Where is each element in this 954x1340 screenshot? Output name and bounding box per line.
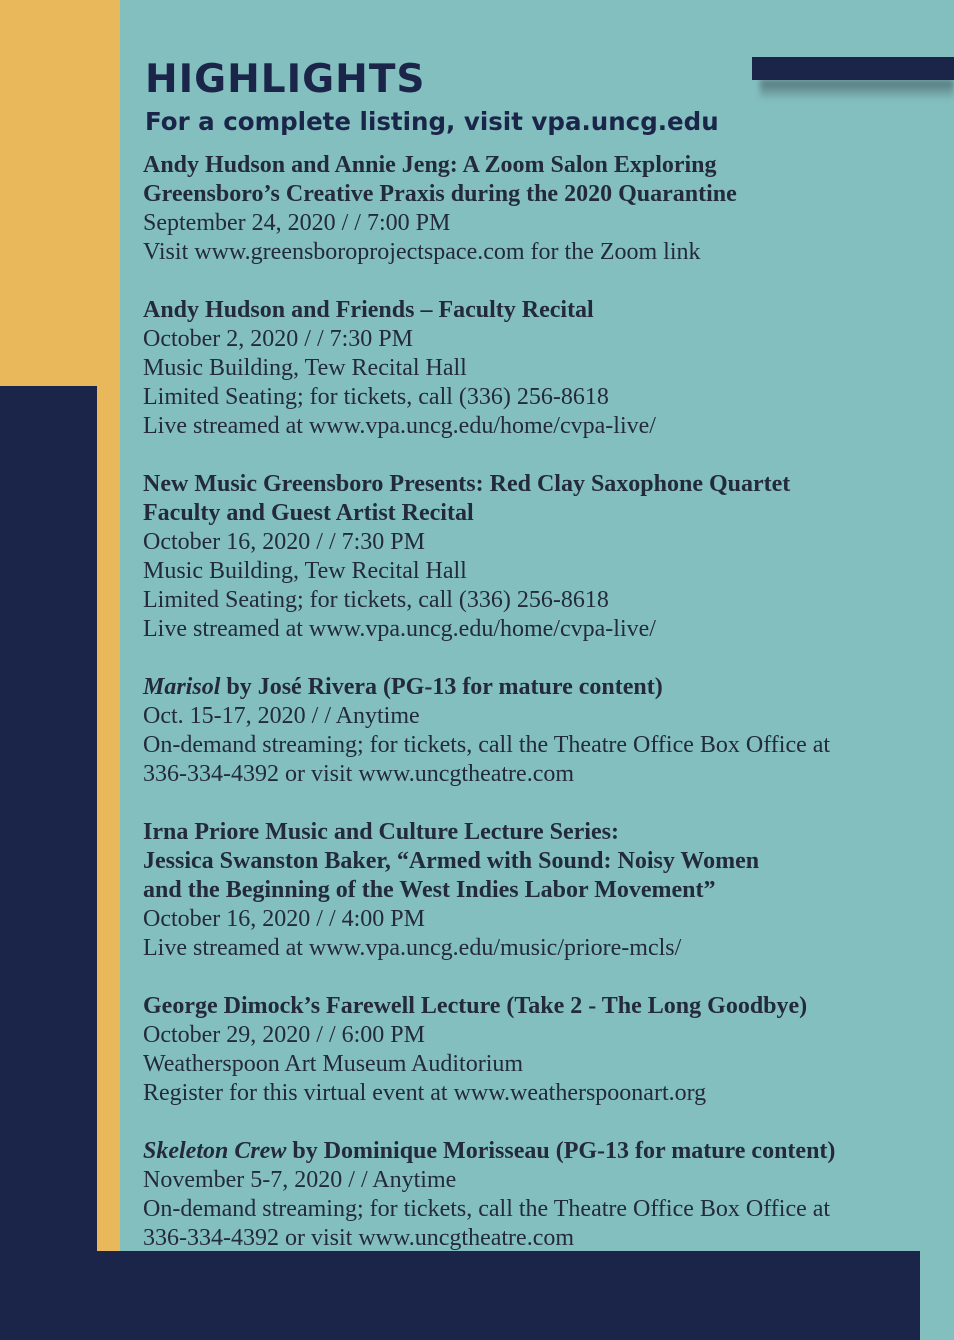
event-title: New Music Greensboro Presents: Red Clay Saxophone Quartet: [143, 471, 791, 497]
event-detail: Music Building, Tew Recital Hall: [143, 355, 467, 381]
event-detail: 336-334-4392 or visit www.uncgtheatre.com: [143, 1225, 575, 1251]
event-title: George Dimock’s Farewell Lecture (Take 2 - The Long Goodbye): [143, 993, 808, 1019]
event-detail: Limited Seating; for tickets, call (336) 256-8618: [143, 384, 609, 410]
event-title: [143, 1137, 933, 1166]
event-title: Jessica Swanston Baker, “Armed with Sound: Noisy Women: [143, 848, 760, 874]
event-title: Faculty and Guest Artist Recital: [143, 500, 474, 526]
event-detail: Visit www.greensboroprojectspace.com for the Zoom link: [143, 239, 701, 265]
event-item: [143, 296, 933, 441]
page-title: HIGHLIGHTS: [145, 57, 426, 102]
event-detail: Live streamed at www.vpa.uncg.edu/music/priore-mcls/: [143, 935, 682, 961]
event-item: [143, 470, 933, 644]
event-title: Andy Hudson and Friends – Faculty Recital: [143, 297, 594, 323]
event-title: Greensboro’s Creative Praxis during the 2020 Quarantine: [143, 181, 737, 207]
page-subtitle: For a complete listing, visit vpa.uncg.edu: [145, 107, 719, 136]
accent-bar-shadow: [760, 80, 954, 100]
event-detail: On-demand streaming; for tickets, call the Theatre Office Box Office at: [143, 1196, 831, 1222]
gold-strip: [97, 386, 120, 1251]
event-title-rest: by José Rivera (PG-13 for mature content): [220, 674, 663, 700]
navy-panel-left: [0, 386, 97, 1340]
event-title: Irna Priore Music and Culture Lecture Series:: [143, 819, 619, 845]
event-date: October 29, 2020 / / 6:00 PM: [143, 1022, 425, 1048]
event-title: [143, 673, 933, 702]
event-detail: Limited Seating; for tickets, call (336) 256-8618: [143, 587, 609, 613]
event-title: Andy Hudson and Annie Jeng: A Zoom Salon Exploring: [143, 152, 717, 178]
event-item: [143, 673, 933, 789]
event-date: September 24, 2020 / / 7:00 PM: [143, 210, 451, 236]
event-title-italic: Marisol: [143, 674, 221, 700]
event-date: Oct. 15-17, 2020 / / Anytime: [143, 703, 420, 729]
event-detail: 336-334-4392 or visit www.uncgtheatre.com: [143, 761, 575, 787]
event-item: [143, 818, 933, 963]
event-item: [143, 151, 933, 267]
event-title-italic: Skeleton Crew: [143, 1138, 287, 1164]
event-title-rest: by Dominique Morisseau (PG-13 for mature content): [286, 1138, 836, 1164]
event-detail: Live streamed at www.vpa.uncg.edu/home/cvpa-live/: [143, 616, 656, 642]
event-date: October 16, 2020 / / 7:30 PM: [143, 529, 425, 555]
event-detail: On-demand streaming; for tickets, call the Theatre Office Box Office at: [143, 732, 831, 758]
event-title: and the Beginning of the West Indies Labor Movement”: [143, 877, 716, 903]
event-list: [143, 151, 933, 1282]
gold-panel-top: [0, 0, 120, 386]
event-detail: Music Building, Tew Recital Hall: [143, 558, 467, 584]
event-detail: Live streamed at www.vpa.uncg.edu/home/cvpa-live/: [143, 413, 656, 439]
event-detail: Register for this virtual event at www.weatherspoonart.org: [143, 1080, 707, 1106]
event-date: October 2, 2020 / / 7:30 PM: [143, 326, 413, 352]
event-date: October 16, 2020 / / 4:00 PM: [143, 906, 425, 932]
event-date: November 5-7, 2020 / / Anytime: [143, 1167, 457, 1193]
event-item: [143, 992, 933, 1108]
accent-bar: [752, 57, 954, 80]
event-detail: Weatherspoon Art Museum Auditorium: [143, 1051, 524, 1077]
event-item: [143, 1137, 933, 1253]
